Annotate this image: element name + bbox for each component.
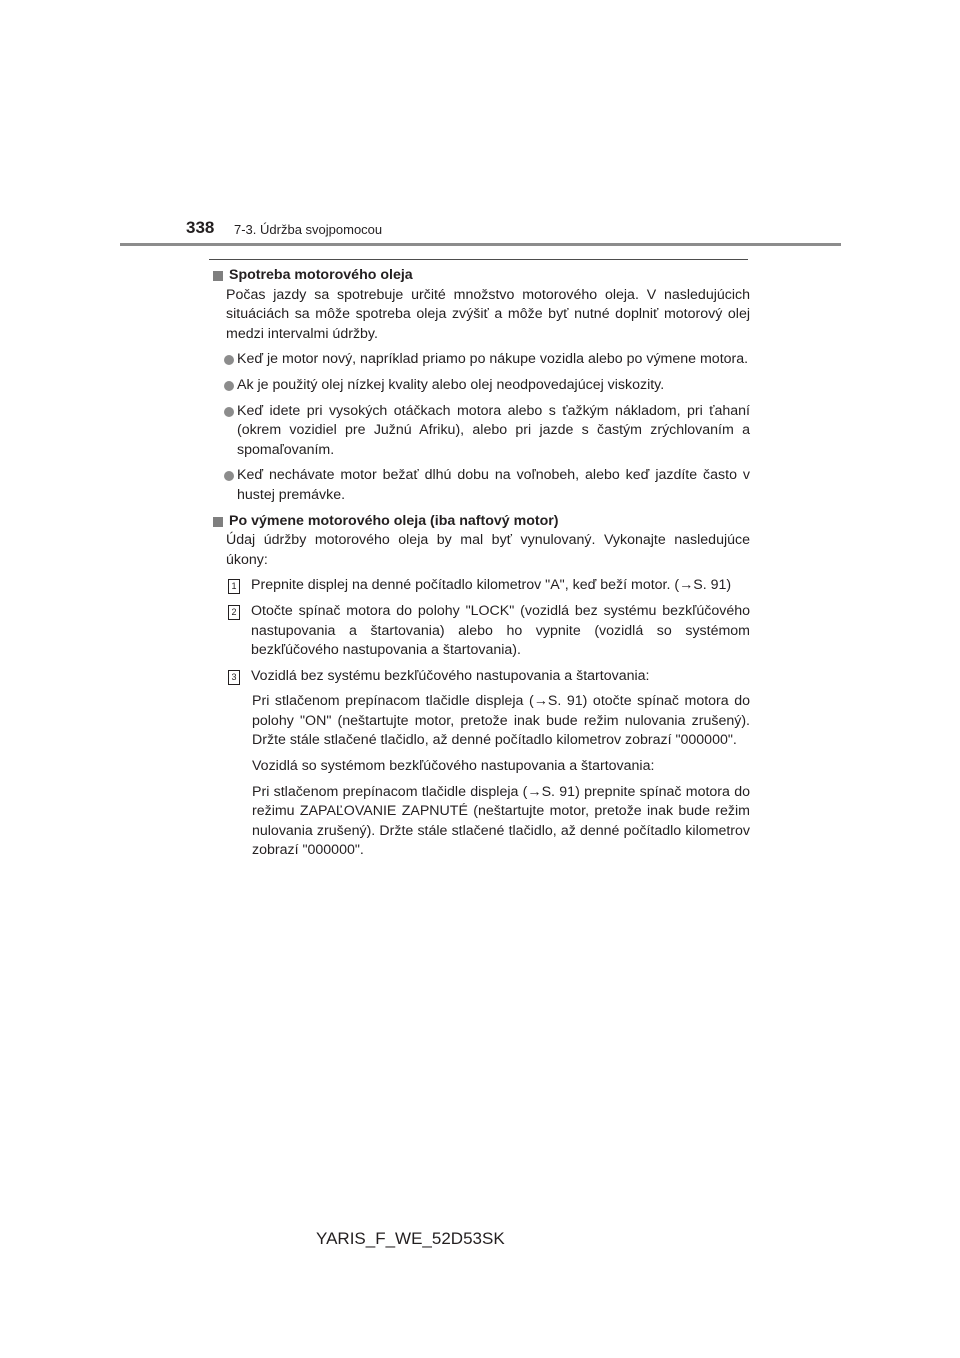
paragraph-oil-consumption: Počas jazdy sa spotrebuje určité množstvo motorového oleja. V nasledujúcich situáciách sa môže spotreba oleja zvýšiť a môže byť nutné doplniť motorový olej medzi intervalmi údržby. bbox=[226, 286, 750, 342]
heading-oil-change bbox=[209, 512, 750, 532]
list-item-text: Ak je použitý olej nízkej kvality alebo olej neodpovedajúcej viskozity. bbox=[237, 376, 665, 393]
heading-text: Spotreba motorového oleja bbox=[229, 267, 413, 283]
step-subparagraph: Vozidlá so systémom bezkľúčového nastupovania a štartovania: bbox=[252, 758, 655, 775]
paragraph-oil-change: Údaj údržby motorového oleja by mal byť vynulovaný. Vykonajte nasledujúce úkony: bbox=[226, 532, 750, 568]
section-title: 7-3. Údržba svojpomocou bbox=[234, 222, 383, 237]
step-number: 1 bbox=[228, 579, 240, 594]
step-item bbox=[228, 602, 750, 661]
heading-text: Po výmene motorového oleja (iba naftový motor) bbox=[229, 512, 559, 529]
list-item-text: Keď idete pri vysokých otáčkach motora alebo s ťažkým nákladom, pri ťahaní (okrem vozidiel pre Južnú Afriku), alebo pri jazde s častým zrýchlovaním a spomaľovaním. bbox=[237, 402, 750, 458]
circle-bullet-icon bbox=[224, 355, 234, 365]
list-item bbox=[224, 402, 750, 461]
step-text: Otočte spínač motora do polohy "LOCK" (vozidlá bez systému bezkľúčového nastupovania a štartovania) alebo ho vypnite (vozidlá so systémom bezkľúčového nastupovania a štartovania). bbox=[251, 602, 750, 659]
step-number: 3 bbox=[228, 670, 240, 685]
step-text: Vozidlá bez systému bezkľúčového nastupovania a štartovania: bbox=[251, 667, 650, 684]
step-item bbox=[228, 667, 750, 687]
step-subparagraph: Pri stlačenom prepínacom tlačidle displeja (→S. 91) prepnite spínač motora do režimu ZAPAĽOVANIE ZAPNUTÉ (neštartujte motor, pretože inak bude režim nulovania zrušený). Držte stále stlačené tlačidlo, až denné počítadlo kilometrov zobrazí "000000". bbox=[252, 783, 750, 859]
square-bullet-icon bbox=[213, 517, 223, 527]
heading-oil-consumption bbox=[209, 266, 750, 286]
circle-bullet-icon bbox=[224, 381, 234, 391]
square-bullet-icon bbox=[213, 271, 223, 281]
list-item bbox=[224, 466, 750, 505]
step-subparagraph: Pri stlačenom prepínacom tlačidle displeja (→S. 91) otočte spínač motora do polohy "ON" (neštartujte motor, pretože inak bude režim nulovania zrušený). Držte stále stlačené tlačidlo, až denné počítadlo kilometrov zobrazí "000000". bbox=[252, 693, 750, 749]
page-content bbox=[209, 266, 750, 861]
circle-bullet-icon bbox=[224, 471, 234, 481]
header-rule bbox=[120, 243, 841, 246]
page-number: 338 bbox=[186, 218, 215, 237]
footer-code: YARIS_F_WE_52D53SK bbox=[316, 1229, 505, 1248]
content-rule bbox=[209, 259, 748, 260]
list-item-text: Keď je motor nový, napríklad priamo po nákupe vozidla alebo po výmene motora. bbox=[237, 351, 749, 368]
step-item bbox=[228, 576, 750, 596]
list-item-text: Keď nechávate motor bežať dlhú dobu na voľnobeh, alebo keď jazdíte často v hustej premávke. bbox=[237, 467, 750, 503]
circle-bullet-icon bbox=[224, 407, 234, 417]
list-item bbox=[224, 376, 750, 396]
list-item bbox=[224, 350, 750, 370]
step-text: Prepnite displej na denné počítadlo kilometrov "A", keď beží motor. (→S. 91) bbox=[251, 577, 732, 594]
step-number: 2 bbox=[228, 605, 240, 620]
